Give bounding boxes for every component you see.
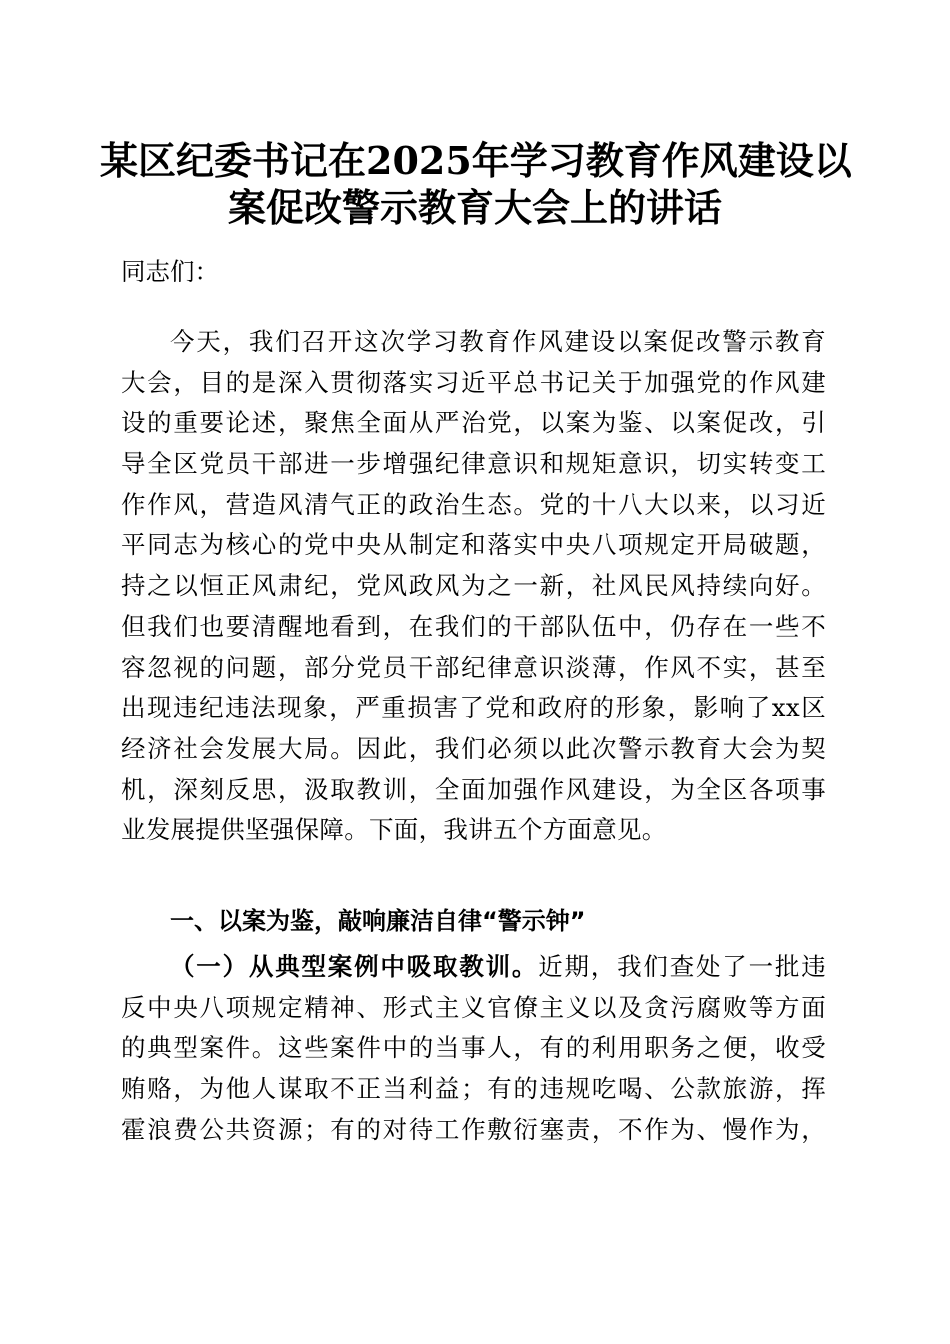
opening-paragraph (121, 322, 826, 851)
paragraph-line: 今天，我们召开这次学习教育作风建设以案促改警示教育 (170, 327, 826, 356)
paragraph-line: 但我们也要清醒地看到，在我们的干部队伍中，仍存在一些不 (121, 611, 826, 641)
paragraph-line: 霍浪费公共资源；有的对待工作敷衍塞责，不作为、慢作为， (121, 1114, 826, 1144)
paragraph-line: 作作风，营造风清气正的政治生态。党的十八大以来，以习近 (121, 489, 826, 519)
title-line-1: 某区纪委书记在2025年学习教育作风建设以 (100, 138, 852, 183)
section-heading-1: 一、以案为鉴，敲响廉洁自律“警示钟” (170, 907, 586, 935)
paragraph-line: 大会，目的是深入贯彻落实习近平总书记关于加强党的作风建 (121, 367, 826, 397)
paragraph-line: 容忽视的问题，部分党员干部纪律意识淡薄，作风不实，甚至 (121, 652, 826, 682)
paragraph-line: 经济社会发展大局。因此，我们必须以此次警示教育大会为契 (121, 733, 826, 763)
title-line-2: 案促改警示教育大会上的讲话 (227, 185, 722, 230)
paragraph-line: 机，深刻反思，汲取教训，全面加强作风建设，为全区各项事 (121, 774, 826, 804)
paragraph-line: 反中央八项规定精神、形式主义官僚主义以及贪污腐败等方面 (121, 992, 826, 1022)
subsection-paragraph (121, 947, 826, 1150)
paragraph-line: 的典型案件。这些案件中的当事人，有的利用职务之便，收受 (121, 1033, 826, 1063)
subsection-heading: （一）从典型案例中吸取教训。 (170, 952, 539, 981)
paragraph-line: 导全区党员干部进一步增强纪律意识和规矩意识，切实转变工 (121, 449, 826, 479)
paragraph-line: 出现违纪违法现象，严重损害了党和政府的形象，影响了xx区 (121, 693, 826, 723)
salutation: 同志们： (121, 257, 219, 286)
paragraph-line (121, 947, 826, 988)
paragraph-line: 平同志为核心的党中央从制定和落实中央八项规定开局破题， (121, 530, 826, 560)
paragraph-line: 设的重要论述，聚焦全面从严治党，以案为鉴、以案促改，引 (121, 408, 826, 438)
paragraph-text: 近期，我们查处了一批违 (538, 952, 826, 981)
document-title (100, 137, 850, 231)
paragraph-line: 业发展提供坚强保障。下面，我讲五个方面意见。 (121, 815, 667, 845)
paragraph-line: 贿赂，为他人谋取不正当利益；有的违规吃喝、公款旅游，挥 (121, 1074, 826, 1104)
paragraph-line: 持之以恒正风肃纪，党风政风为之一新，社风民风持续向好。 (121, 571, 826, 601)
